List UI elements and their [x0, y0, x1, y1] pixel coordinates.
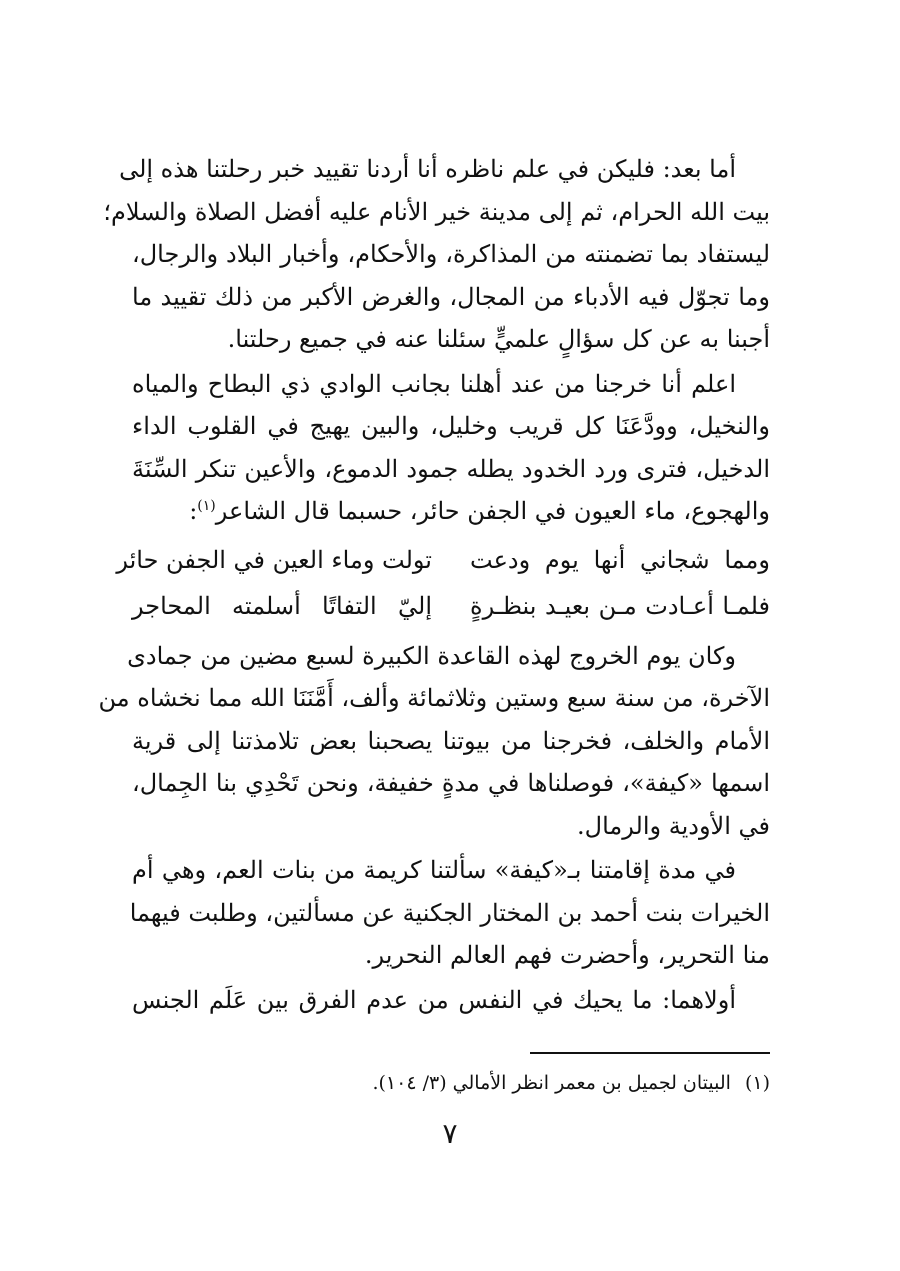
- text-line: أجبنا به عن كل سؤالٍ علميٍّ سئلنا عنه في جميع رحلتنا.: [227, 325, 770, 353]
- text-line: في الأودية والرمال.: [577, 811, 770, 840]
- paragraph-2: [132, 363, 770, 533]
- footnote-divider: [530, 1052, 770, 1054]
- text-fragment: :: [189, 497, 198, 525]
- poem-verses: [116, 537, 770, 629]
- paragraph-3: [98, 635, 770, 848]
- text-line: ليستفاد بما تضمنته من المذاكرة، والأحكام، وأخبار البلاد والرجال،: [132, 240, 770, 268]
- text-line: وكان يوم الخروج لهذه القاعدة الكبيرة لسبع مضين من جمادى: [127, 641, 736, 670]
- paragraph-1: [103, 148, 770, 361]
- page-number: ٧: [442, 1117, 458, 1150]
- poem-second-hemistich: تولت وماء العين في الجفن حائر: [116, 545, 432, 574]
- footnote: [132, 1068, 770, 1098]
- text-line: أما بعد: فليكن في علم ناظره أنا أردنا تقييد خبر رحلتنا هذه إلى: [119, 155, 736, 183]
- text-line: الخيرات بنت أحمد بن المختار الجكنية عن مسألتين، وطلبت فيهما: [129, 898, 770, 927]
- poem-second-hemistich: إليّ التفاتًا أسلمته المحاجر: [132, 591, 432, 620]
- paragraph-4: [129, 849, 770, 977]
- text-line: منا التحرير، وأحضرت فهم العالم النحرير.: [364, 941, 770, 969]
- text-fragment: والهجوع، ماء العيون في الجفن حائر، حسبما قال الشاعر: [215, 497, 770, 525]
- poem-verse: [132, 583, 770, 629]
- text-line: الأمام والخلف، فخرجنا من بيوتنا يصحبنا بعض تلامذتنا إلى قرية: [132, 726, 770, 755]
- text-line: أولاهما: ما يحيك في النفس من عدم الفرق بين عَلَم الجنس: [132, 985, 736, 1014]
- footnote-reference[interactable]: (١): [197, 498, 216, 514]
- poem-first-hemistich: فلمـا أعـادت مـن بعيـد بنظـرةٍ: [470, 591, 770, 620]
- footnote-number: (١): [744, 1072, 770, 1094]
- text-line: الدخيل، فترى ورد الخدود يطله جمود الدموع، والأعين تنكر السِّنَةَ: [132, 454, 771, 483]
- text-line: والنخيل، وودَّعَنَا كل قريب وخليل، والبين يهيج في القلوب الداء: [132, 412, 770, 440]
- poem-first-hemistich: ومما شجاني أنها يوم ودعت: [470, 545, 770, 574]
- paragraph-5: [132, 979, 770, 1022]
- text-line: بيت الله الحرام، ثم إلى مدينة خير الأنام عليه أفضل الصلاة والسلام؛: [103, 197, 770, 226]
- text-line: الآخرة، من سنة سبع وستين وثلاثمائة وألف، أَمَّنَنَا الله مما نخشاه من: [98, 684, 770, 712]
- poem-verse: [116, 537, 770, 583]
- text-line: في مدة إقامتنا بـ«كيفة» سألتنا كريمة من بنات العم، وهي أم: [132, 856, 736, 884]
- text-line: وما تجوّل فيه الأدباء من المجال، والغرض الأكبر من ذلك تقييد ما: [132, 282, 770, 311]
- text-line: اعلم أنا خرجنا من عند أهلنا بجانب الوادي ذي البطاح والمياه: [132, 369, 736, 398]
- text-line-with-footnote: [132, 490, 770, 533]
- main-text: [98, 148, 771, 1023]
- text-line: اسمها «كيفة»، فوصلناها في مدةٍ خفيفة، ونحن تَحْدِي بنا الجِمال،: [132, 769, 770, 797]
- footnote-text: البيتان لجميل بن معمر انظر الأمالي (٣/ ١٠٤).: [372, 1072, 731, 1094]
